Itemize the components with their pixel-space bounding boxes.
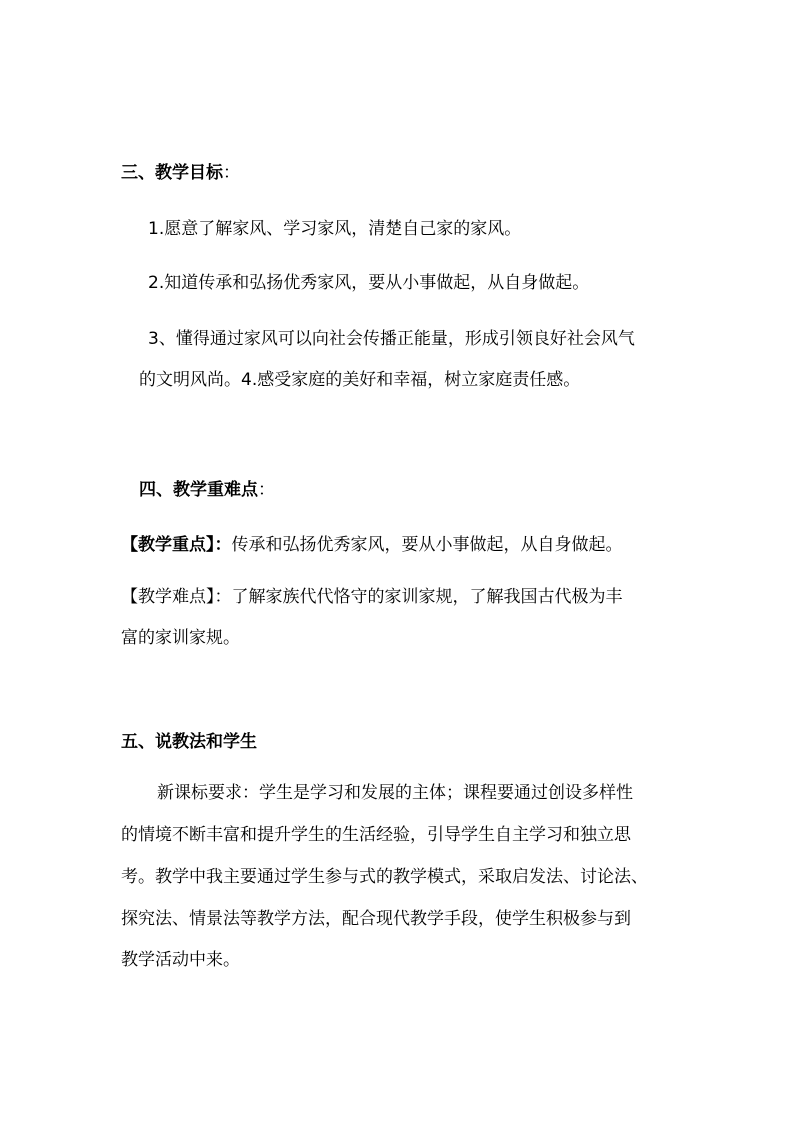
section-5-line-2: 的情境不断丰富和提升学生的生活经验，引导学生自主学习和独立思 bbox=[121, 825, 631, 845]
section-3-item-3-cont: 的文明风尚。4.感受家庭的美好和幸福，树立家庭责任感。 bbox=[139, 370, 581, 390]
section-5-line-4: 探究法、情景法等教学方法，配合现代教学手段，使学生积极参与到 bbox=[121, 909, 631, 929]
key-point-text: 传承和弘扬优秀家风，要从小事做起，从自身做起。 bbox=[231, 535, 623, 555]
section-5-heading: 五、说教法和学生 bbox=[121, 732, 257, 752]
section-3-heading-text: 三、教学目标 bbox=[121, 163, 223, 183]
section-3-heading-colon: ： bbox=[223, 163, 240, 183]
key-point-label: 【教学重点】： bbox=[121, 535, 232, 555]
section-5-line-5: 教学活动中来。 bbox=[121, 950, 240, 970]
section-4-heading-text: 四、教学重难点 bbox=[139, 480, 258, 500]
difficulty-line-1: 【教学难点】：了解家族代代恪守的家训家规，了解我国古代极为丰 bbox=[121, 587, 623, 607]
section-3-item-1: 1.愿意了解家风、学习家风，清楚自己家的家风。 bbox=[148, 219, 522, 239]
section-4-heading-colon: ： bbox=[258, 480, 275, 500]
difficulty-line-2: 富的家训家规。 bbox=[121, 628, 240, 648]
section-3-heading bbox=[121, 162, 240, 184]
section-3-item-3: 3、懂得通过家风可以向社会传播正能量，形成引领良好社会风气 bbox=[148, 329, 635, 349]
section-5-line-3: 考。教学中我主要通过学生参与式的教学模式，采取启发法、讨论法、 bbox=[121, 867, 648, 887]
key-point-line bbox=[121, 534, 623, 556]
section-4-heading bbox=[139, 479, 275, 501]
section-3-item-2: 2.知道传承和弘扬优秀家风，要从小事做起，从自身做起。 bbox=[148, 273, 590, 293]
section-5-line-1: 新课标要求：学生是学习和发展的主体；课程要通过创设多样性 bbox=[157, 783, 633, 803]
